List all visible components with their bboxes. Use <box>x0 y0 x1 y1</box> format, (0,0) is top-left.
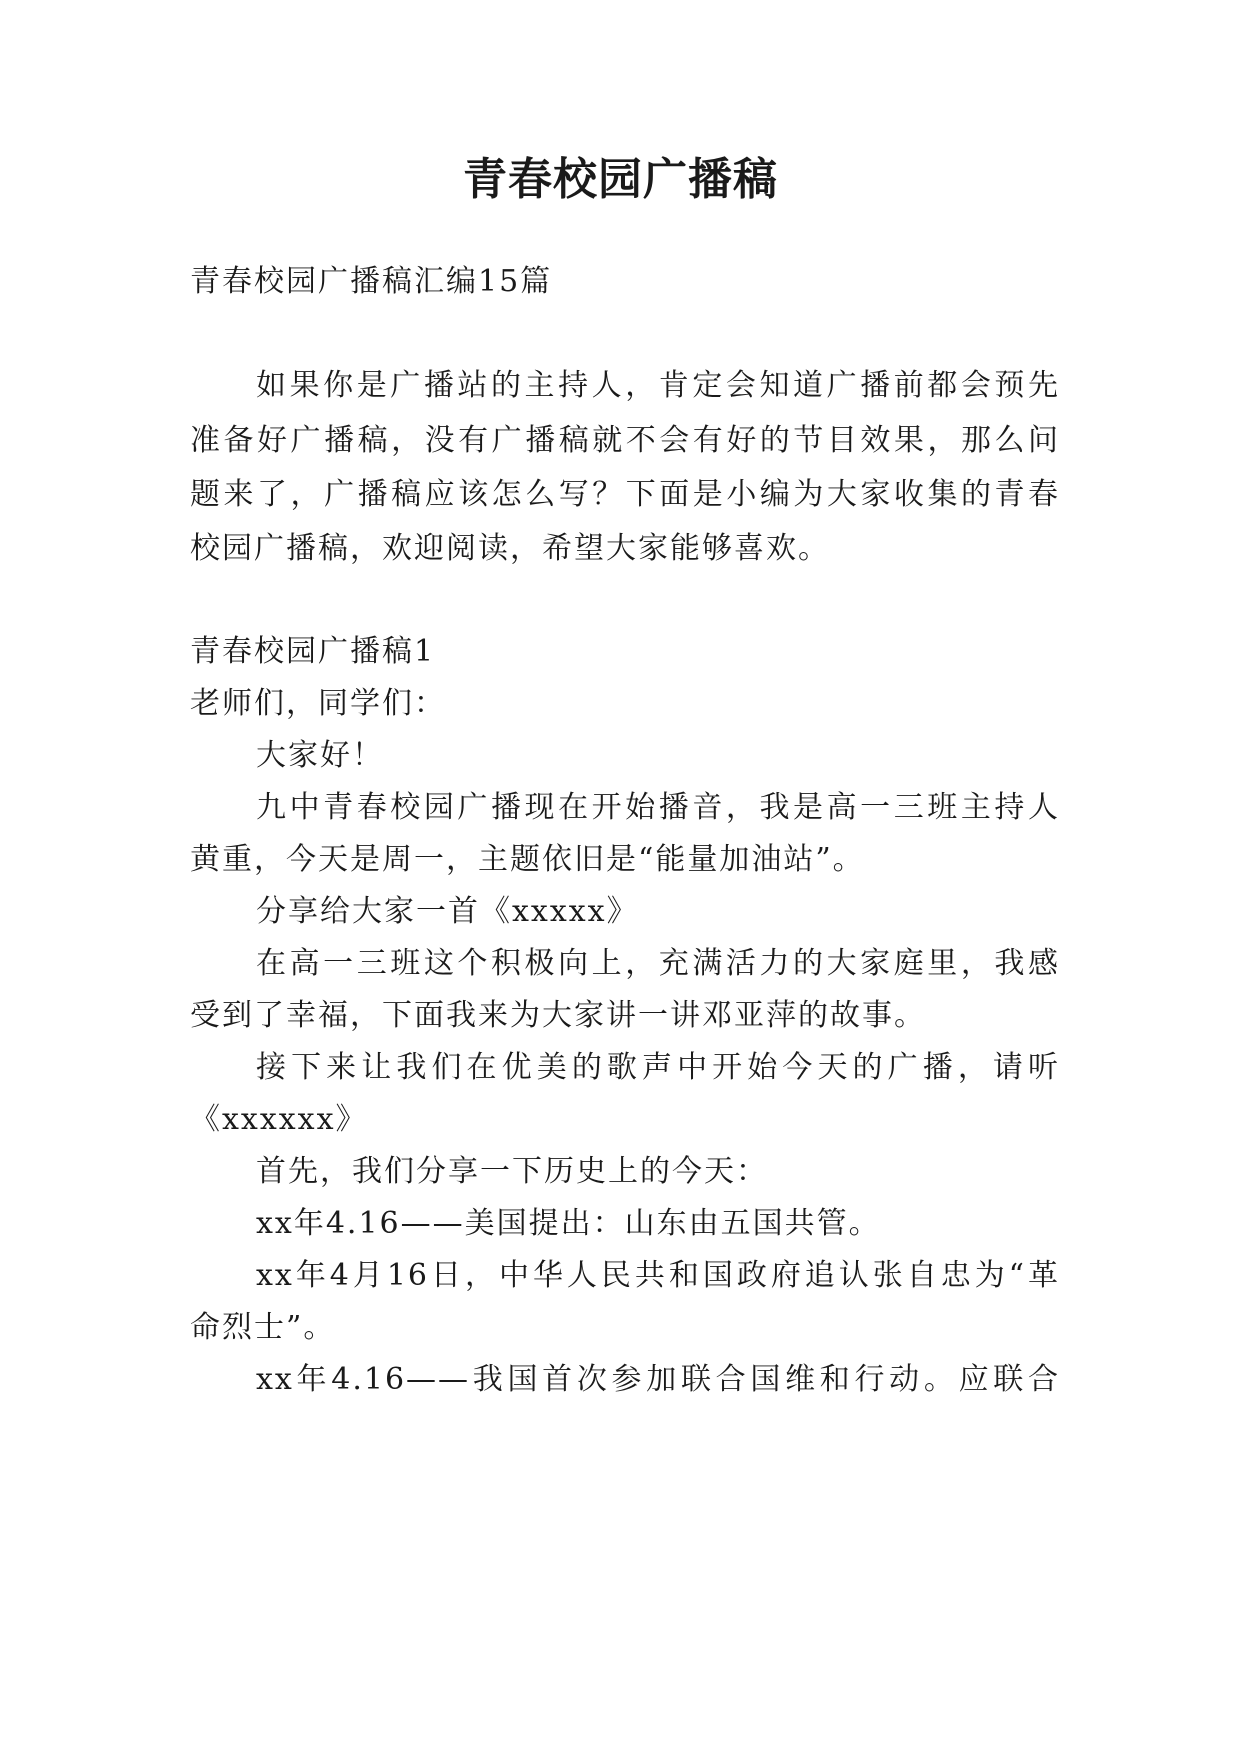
body-line: 九中青春校园广播现在开始播音，我是高一三班主持人 <box>256 790 1060 825</box>
body-line: xx年4.16——美国提出：山东由五国共管。 <box>256 1206 881 1241</box>
body-line: 黄重，今天是周一，主题依旧是“能量加油站”。 <box>190 842 865 877</box>
body-line: xx年4月16日，中华人民共和国政府追认张自忠为“革 <box>256 1258 1060 1293</box>
body-line: 老师们，同学们： <box>190 686 446 721</box>
body-line: 《xxxxxx》 <box>190 1102 368 1137</box>
intro-line-2: 准备好广播稿，没有广播稿就不会有好的节目效果，那么问 <box>190 423 1060 458</box>
body-line: 接下来让我们在优美的歌声中开始今天的广播，请听 <box>256 1050 1060 1085</box>
intro-line-3: 题来了，广播稿应该怎么写？下面是小编为大家收集的青春 <box>190 477 1060 512</box>
body-line: 分享给大家一首《xxxxx》 <box>256 894 639 929</box>
body-line: 在高一三班这个积极向上，充满活力的大家庭里，我感 <box>256 946 1060 981</box>
body-line: 命烈士”。 <box>190 1310 336 1345</box>
document-subtitle: 青春校园广播稿汇编15篇 <box>190 264 553 299</box>
body-line: 受到了幸福，下面我来为大家讲一讲邓亚萍的故事。 <box>190 998 926 1033</box>
body-line: xx年4.16——我国首次参加联合国维和行动。应联合 <box>256 1362 1060 1397</box>
section-heading: 青春校园广播稿1 <box>190 634 436 669</box>
body-line: 首先，我们分享一下历史上的今天： <box>256 1154 768 1189</box>
intro-line-4: 校园广播稿，欢迎阅读，希望大家能够喜欢。 <box>190 531 830 566</box>
document-title: 青春校园广播稿 <box>463 154 778 205</box>
intro-line-1: 如果你是广播站的主持人，肯定会知道广播前都会预先 <box>256 368 1060 403</box>
body-line: 大家好！ <box>256 738 384 773</box>
